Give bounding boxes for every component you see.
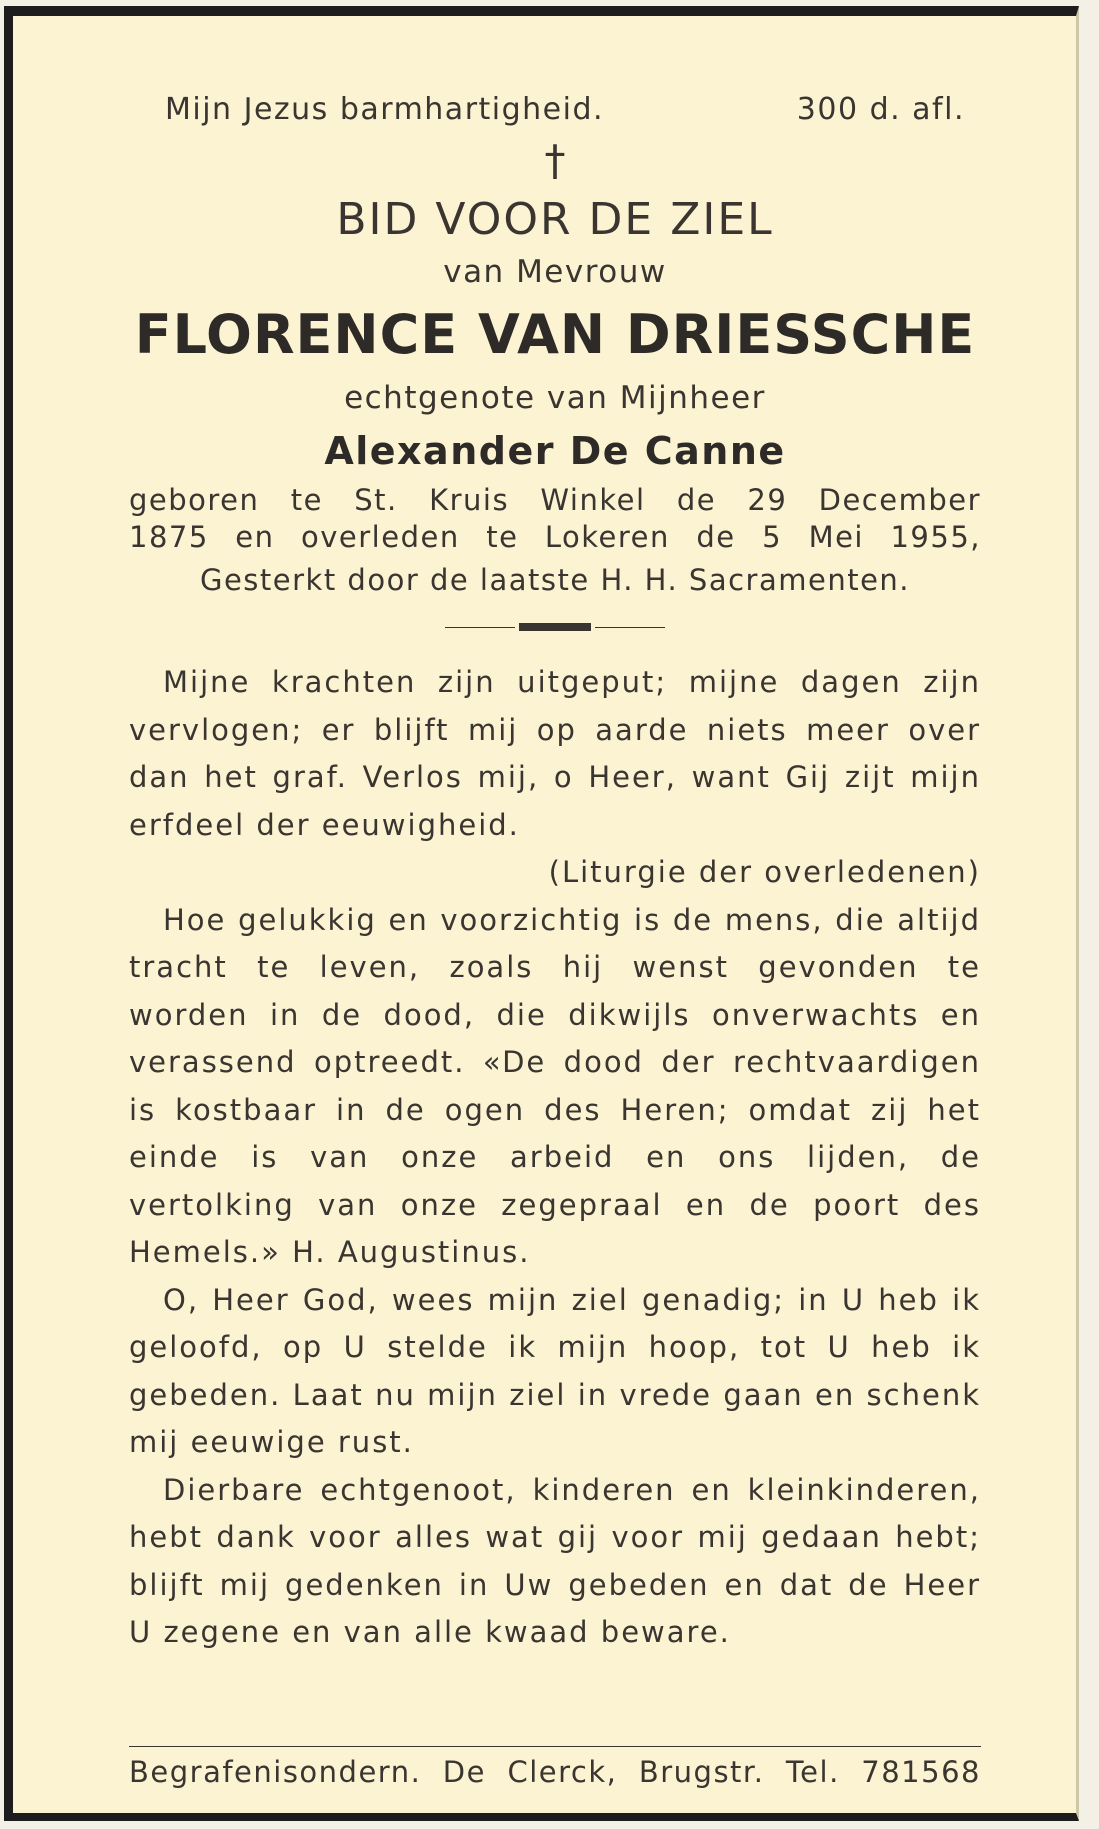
indulgence-text: 300 d. afl. (796, 92, 965, 127)
cross-icon: † (544, 136, 566, 185)
divider-line-left (445, 627, 515, 628)
invocation-text: Mijn Jezus barmhartigheid. (165, 92, 605, 127)
family-paragraph: Dierbare echtgenoot, kinderen en kleinkinderen, hebt dank voor alles wat gij voor mij gedaan hebt; blijft mij gedenken in Uw gebeden en dat de Heer U zegene en van alle kwaad beware. (129, 1472, 981, 1649)
liturgy-paragraph: Mijne krachten zijn uitgeput; mijne dagen zijn vervlogen; er blijft mij op aarde niets meer over dan het graf. Verlos mij, o Heer, want Gij zijt mijn erfdeel der eeuwigheid. (129, 665, 981, 842)
deceased-name: FLORENCE VAN DRIESSCHE (134, 303, 976, 366)
invocation-paragraph: O, Heer God, wees mijn ziel genadig; in U heb ik geloofd, op U stelde ik mijn hoop, tot U heb ik gebeden. Laat nu mijn ziel in vrede gaan en schenk mij eeuwige rust. (129, 1282, 981, 1459)
ornament-divider (129, 607, 981, 647)
memorial-card (4, 6, 1079, 1821)
spouse-intro: echtgenote van Mijnheer (344, 380, 766, 416)
footer-rule (129, 1746, 981, 1747)
augustinus-paragraph: Hoe gelukkig en voorzichtig is de mens, die altijd tracht te leven, zoals hij wenst gevonden te worden in de dood, die dikwijls onverwachts en verassend optreedt. «De dood der rechtvaardigen is kostbaar in de ogen des Heren; omdat zij het einde is van onze arbeid en ons lijden, de vertolking van onze zegepraal en de poort des Hemels.» H. Augustinus. (129, 902, 981, 1269)
spouse-name: Alexander De Canne (324, 429, 786, 473)
divider-line-right (595, 627, 665, 628)
honorific: van Mevrouw (443, 254, 667, 290)
prayer-text (129, 659, 981, 1657)
undertaker-footer: Begrafenisondern. De Clerck, Brugstr. Tel. 781568 (129, 1755, 981, 1789)
divider-block (519, 623, 591, 631)
card-title: BID VOOR DE ZIEL (336, 194, 774, 245)
birth-line-1: geboren te St. Kruis Winkel de 29 December (129, 483, 981, 517)
sacraments-line: Gesterkt door de laatste H. H. Sacramenten. (199, 563, 911, 597)
liturgy-source: (Liturgie der overledenen) (548, 855, 981, 889)
card-content (129, 88, 981, 1657)
header-line (129, 88, 981, 132)
birth-line-2: 1875 en overleden te Lokeren de 5 Mei 1955, (129, 520, 981, 554)
